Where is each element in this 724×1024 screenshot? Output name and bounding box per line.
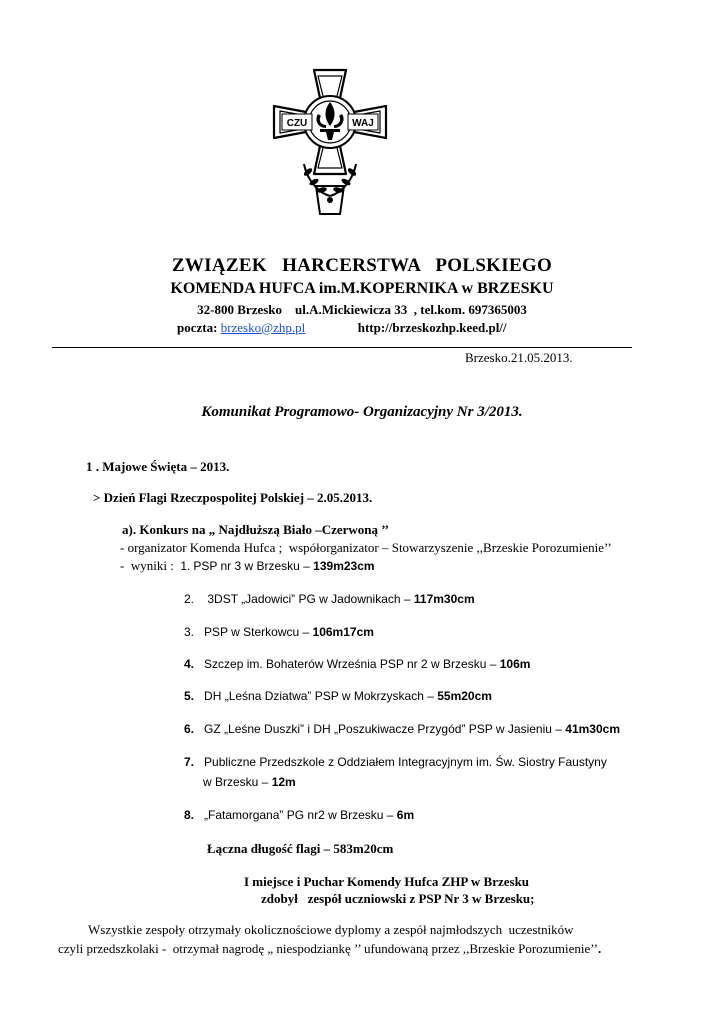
result-item xyxy=(184,592,475,606)
results-prefix: - wyniki : xyxy=(120,558,181,573)
document-title: Komunikat Programowo- Organizacyjny Nr 3/2013. xyxy=(201,404,523,420)
result-number: 8. xyxy=(184,808,195,822)
org-name: ZWIĄZEK HARCERSTWA POLSKIEGO xyxy=(171,255,553,276)
result-number: 1. xyxy=(180,559,191,573)
result-item xyxy=(184,808,414,822)
result-number: 4. xyxy=(184,657,195,671)
closing-text: czyli przedszkolaki - otrzymał nagrodę „ niespodziankę ’’ ufundowaną przez ,,Brzeskie Porozumienie’’ xyxy=(58,941,598,956)
result-item xyxy=(120,558,375,574)
result-item xyxy=(184,657,530,671)
emblem-text-right: WAJ xyxy=(352,118,374,129)
result-item xyxy=(184,755,607,769)
result-name: PSP nr 3 w Brzesku – xyxy=(193,559,314,573)
email-label: poczta: xyxy=(177,320,218,335)
result-value: 6m xyxy=(396,808,415,822)
document-date: Brzesko.21.05.2013. xyxy=(465,350,573,365)
unit-name: KOMENDA HUFCA im.M.KOPERNIKA w BRZESKU xyxy=(170,280,554,297)
winner-line-1: I miejsce i Puchar Komendy Hufca ZHP w Brzesku xyxy=(244,874,530,889)
email-link[interactable]: brzesko@zhp.pl xyxy=(220,320,306,335)
result-item xyxy=(184,625,374,639)
result-number: 3. xyxy=(184,625,195,639)
header-divider xyxy=(52,347,632,348)
result-value: 12m xyxy=(271,775,296,789)
result-name: PSP w Sterkowcu – xyxy=(204,625,313,639)
contest-organizer: - organizator Komenda Hufca ; współorganizator – Stowarzyszenie ,,Brzeskie Porozumienie’’ xyxy=(120,540,612,555)
result-item xyxy=(184,722,620,736)
result-item xyxy=(184,689,492,703)
total-label: Łączna długość flagi – xyxy=(207,841,334,856)
result-name: w Brzesku – xyxy=(203,775,272,789)
result-number: 6. xyxy=(184,722,195,736)
result-number: 7. xyxy=(184,755,195,769)
result-value: 106m xyxy=(499,657,531,671)
closing-line-1: Wszystkie zespoły otrzymały okolicznościowe dyplomy a zespół najmłodszych uczestników xyxy=(88,922,574,937)
address-line: 32-800 Brzesko ul.A.Mickiewicza 33 , tel.kom. 697365003 xyxy=(197,302,527,317)
subsection-heading: > Dzień Flagi Rzeczpospolitej Polskiej – 2.05.2013. xyxy=(93,490,373,505)
result-value: 117m30cm xyxy=(413,592,475,606)
winner-line-2: zdobył zespół uczniowski z PSP Nr 3 w Brzesku; xyxy=(261,891,535,906)
result-value: 106m17cm xyxy=(312,625,374,639)
zhp-cross-emblem-icon xyxy=(268,68,392,216)
contest-heading: a). Konkurs na „ Najdłuższą Biało –Czerwoną ’’ xyxy=(122,522,389,537)
result-number: 2. xyxy=(184,592,195,606)
result-name: „Fatamorgana” PG nr2 w Brzesku – xyxy=(204,808,397,822)
result-number: 5. xyxy=(184,689,195,703)
result-name: GZ „Leśne Duszki” i DH „Poszukiwacze Przygód” PSP w Jasieniu – xyxy=(204,722,566,736)
result-item-continuation xyxy=(203,775,296,789)
result-value: 41m30cm xyxy=(565,722,620,736)
result-value: 139m23cm xyxy=(313,559,375,573)
result-name: Publiczne Przedszkole z Oddziałem Integracyjnym im. Św. Siostry Faustyny xyxy=(204,755,607,769)
section-heading: 1 . Majowe Święta – 2013. xyxy=(86,459,230,474)
total-length xyxy=(207,841,393,857)
website-url[interactable]: http://brzeskozhp.keed.pl// xyxy=(357,320,507,335)
result-name: Szczep im. Bohaterów Września PSP nr 2 w Brzesku – xyxy=(204,657,500,671)
closing-line-2 xyxy=(58,941,601,957)
contact-line xyxy=(177,320,507,336)
result-name: 3DST „Jadowici” PG w Jadownikach – xyxy=(207,592,414,606)
result-name: DH „Leśna Dziatwa” PSP w Mokrzyskach – xyxy=(204,689,438,703)
closing-period: . xyxy=(598,941,602,956)
emblem-text-left: CZU xyxy=(286,118,308,129)
total-value: 583m20cm xyxy=(333,841,394,856)
result-value: 55m20cm xyxy=(437,689,492,703)
